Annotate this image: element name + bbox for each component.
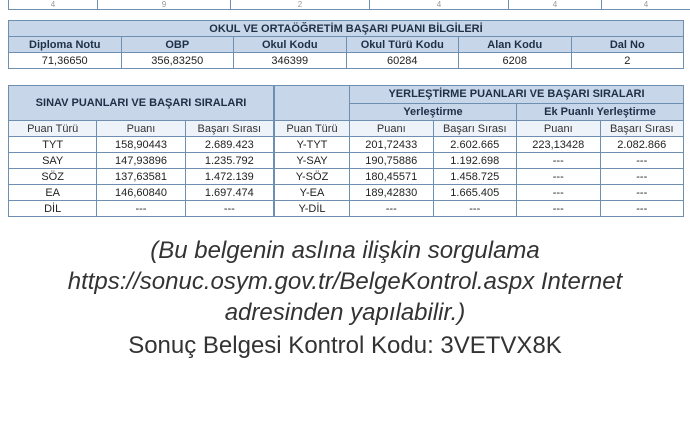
table-row — [275, 201, 684, 217]
col-header: Başarı Sırası — [433, 121, 517, 137]
school-info-table — [8, 20, 684, 69]
col-header: Diploma Notu — [9, 37, 122, 53]
verification-note-line1: (Bu belgenin aslına ilişkin sorgulama — [150, 237, 540, 264]
rank: 1.665.405 — [433, 185, 517, 201]
extra-score: --- — [517, 185, 601, 201]
col-header: Puanı — [517, 121, 601, 137]
score-type: Y-EA — [275, 185, 350, 201]
rank: --- — [433, 201, 517, 217]
table-row — [9, 137, 274, 153]
table-row — [275, 153, 684, 169]
school-code: 346399 — [234, 53, 347, 69]
score-type: SAY — [9, 153, 97, 169]
score-type: Y-TYT — [275, 137, 350, 153]
control-code: Sonuç Belgesi Kontrol Kodu: 3VETVX8K — [128, 332, 562, 359]
col-header: Puan Türü — [9, 121, 97, 137]
score-type: SÖZ — [9, 169, 97, 185]
score: --- — [97, 201, 185, 217]
diploma-grade: 71,36650 — [9, 53, 122, 69]
extra-score: --- — [517, 153, 601, 169]
branch-no: 2 — [571, 53, 684, 69]
score: 180,45571 — [350, 169, 434, 185]
rank: 2.602.665 — [433, 137, 517, 153]
col-header: OBP — [121, 37, 234, 53]
col-header: Puan Türü — [275, 121, 350, 137]
obp-value: 356,83250 — [121, 53, 234, 69]
score-type: EA — [9, 185, 97, 201]
table-row — [9, 169, 274, 185]
placement-scores-table — [274, 85, 684, 217]
table-row — [275, 185, 684, 201]
strip-cell: 4 — [9, 0, 98, 10]
extra-placement-group: Ek Puanlı Yerleştirme — [517, 103, 684, 121]
col-header: Puanı — [97, 121, 185, 137]
verification-note-url[interactable]: https://sonuc.osym.gov.tr/BelgeKontrol.aspx Internet — [67, 268, 623, 295]
strip-cell: 4 — [509, 0, 602, 10]
extra-score: --- — [517, 169, 601, 185]
score: 137,63581 — [97, 169, 185, 185]
field-code: 6208 — [459, 53, 572, 69]
extra-score: 223,13428 — [517, 137, 601, 153]
col-header: Okul Kodu — [234, 37, 347, 53]
extra-rank: --- — [600, 201, 684, 217]
strip-cell: 4 — [370, 0, 509, 10]
table-row — [9, 153, 274, 169]
score: 158,90443 — [97, 137, 185, 153]
rank: 1.458.725 — [433, 169, 517, 185]
rank: 1.235.792 — [185, 153, 273, 169]
school-type-code: 60284 — [346, 53, 459, 69]
score: 190,75886 — [350, 153, 434, 169]
verification-note-line3: adresinden yapılabilir.) — [224, 299, 466, 326]
rank: 2.689.423 — [185, 137, 273, 153]
table-row — [275, 169, 684, 185]
col-header: Dal No — [571, 37, 684, 53]
score: 147,93896 — [97, 153, 185, 169]
col-header: Puanı — [350, 121, 434, 137]
extra-rank: --- — [600, 169, 684, 185]
table-row — [275, 137, 684, 153]
score-type: Y-SÖZ — [275, 169, 350, 185]
score-type: Y-SAY — [275, 153, 350, 169]
score: 189,42830 — [350, 185, 434, 201]
extra-score: --- — [517, 201, 601, 217]
col-header: Başarı Sırası — [600, 121, 684, 137]
score-type: TYT — [9, 137, 97, 153]
strip-cell: 4 — [602, 0, 690, 10]
score: --- — [350, 201, 434, 217]
exam-scores-title: SINAV PUANLARI VE BAŞARI SIRALARI — [9, 86, 274, 121]
col-header: Başarı Sırası — [185, 121, 273, 137]
placement-group: Yerleştirme — [350, 103, 517, 121]
placement-title: YERLEŞTİRME PUANLARI VE BAŞARI SIRALARI — [350, 86, 684, 104]
strip-cell: 2 — [231, 0, 370, 10]
strip-cell: 9 — [98, 0, 231, 10]
score: 201,72433 — [350, 137, 434, 153]
rank: --- — [185, 201, 273, 217]
extra-rank: --- — [600, 153, 684, 169]
exam-scores-table — [8, 85, 274, 217]
score-type: DİL — [9, 201, 97, 217]
col-header: Okul Türü Kodu — [346, 37, 459, 53]
school-info-title: OKUL VE ORTAÖĞRETİM BAŞARI PUANI BİLGİLERİ — [9, 21, 684, 37]
rank: 1.472.139 — [185, 169, 273, 185]
placement-corner — [275, 86, 350, 121]
table-row — [9, 185, 274, 201]
score: 146,60840 — [97, 185, 185, 201]
extra-rank: 2.082.866 — [600, 137, 684, 153]
col-header: Alan Kodu — [459, 37, 572, 53]
rank: 1.192.698 — [433, 153, 517, 169]
score-type: Y-DİL — [275, 201, 350, 217]
extra-rank: --- — [600, 185, 684, 201]
previous-table-strip — [8, 0, 690, 10]
table-row — [9, 201, 274, 217]
rank: 1.697.474 — [185, 185, 273, 201]
